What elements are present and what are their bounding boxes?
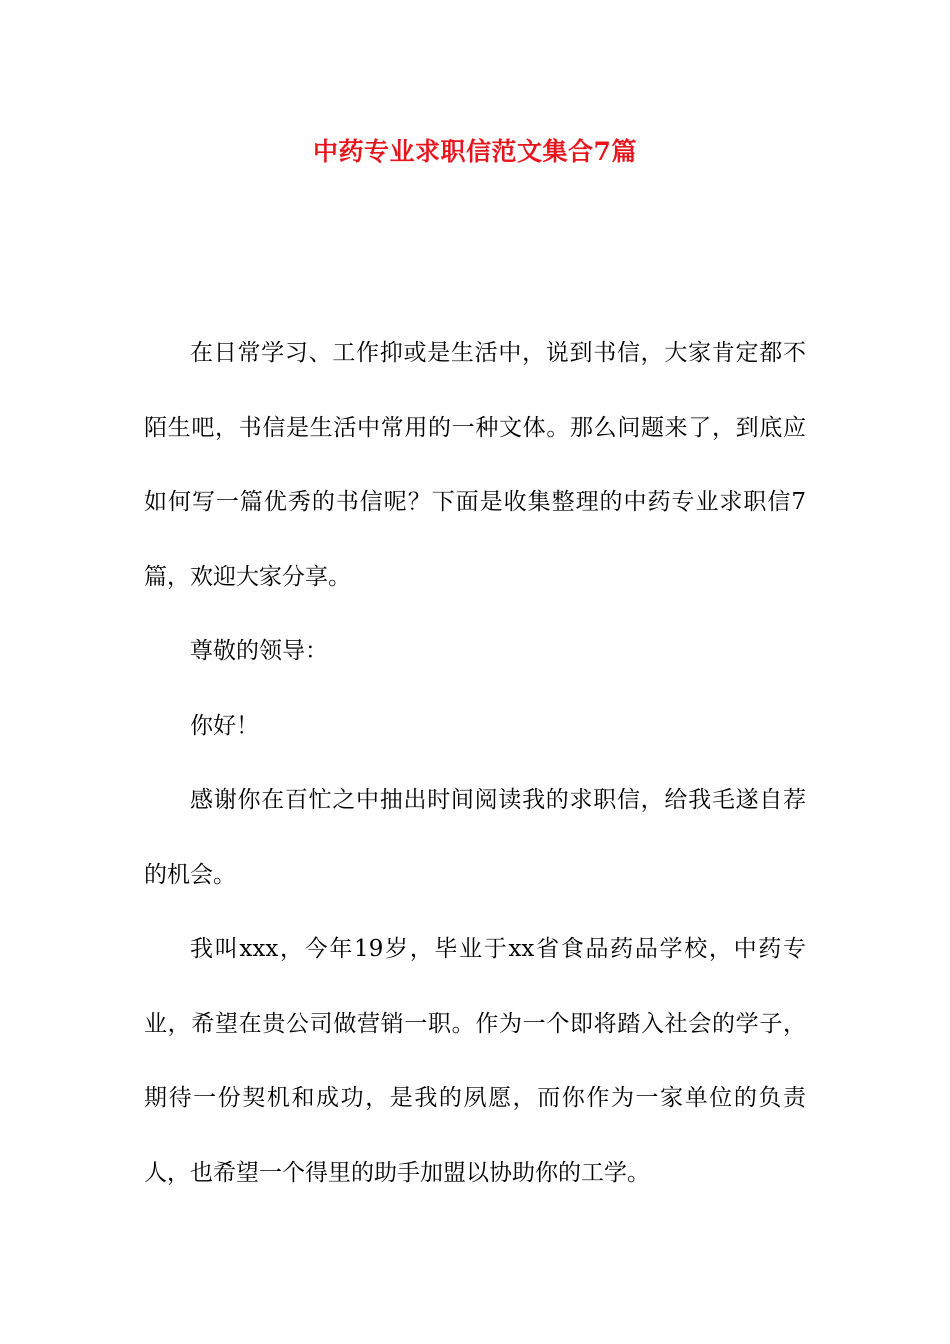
salutation: 尊敬的领导： [190, 638, 328, 664]
document-title: 中药专业求职信范文集合7篇 [313, 137, 637, 166]
document-body [144, 316, 806, 1210]
thanks-paragraph: 感谢你在百忙之中抽出时间阅读我的求职信，给我毛遂自荐的机会。 [144, 787, 806, 888]
intro-paragraph: 在日常学习、工作抑或是生活中，说到书信，大家肯定都不陌生吧，书信是生活中常用的一种文体。那么问题来了，到底应如何写一篇优秀的书信呢？下面是收集整理的中药专业求职信7篇，欢迎大家分享。 [144, 340, 806, 590]
greeting: 你好！ [190, 712, 259, 739]
self-introduction-paragraph: 我叫xxx，今年19岁，毕业于xx省食品药品学校，中药专业，希望在贵公司做营销一职。作为一个即将踏入社会的学子，期待一份契机和成功，是我的夙愿，而你作为一家单位的负责人，也希望一个得里的助手加盟以协助你的工学。 [144, 936, 806, 1186]
